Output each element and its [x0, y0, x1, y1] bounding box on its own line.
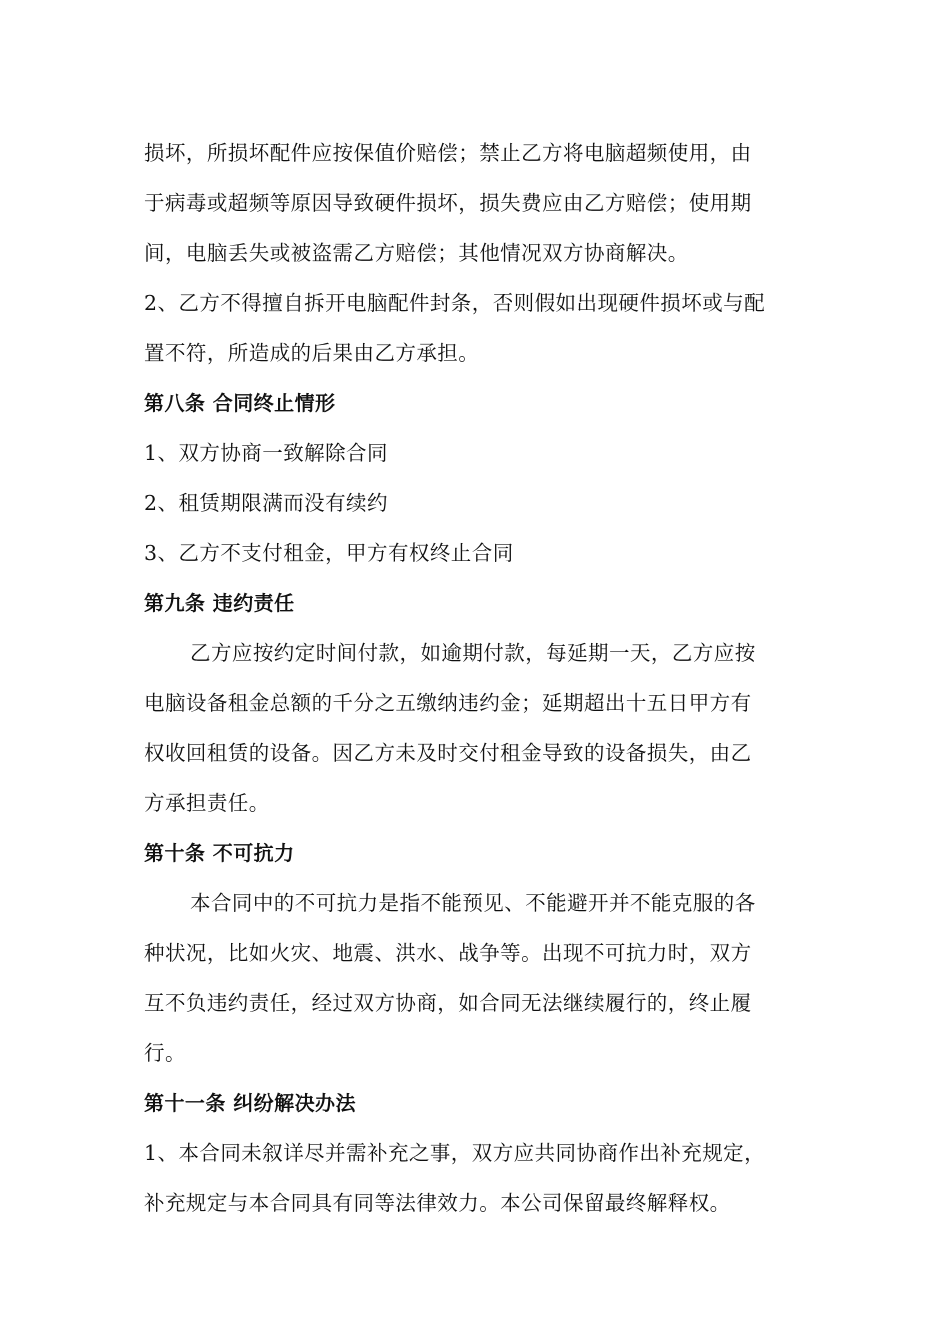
paragraph-line: 种状况，比如火灾、地震、洪水、战争等。出现不可抗力时，双方: [144, 941, 752, 965]
section-heading-article-10: 第十条 不可抗力: [144, 841, 295, 865]
paragraph-line: 行。: [144, 1041, 186, 1065]
paragraph-line: 2、乙方不得擅自拆开电脑配件封条，否则假如出现硬件损坏或与配: [144, 291, 766, 315]
list-item: 1、本合同未叙详尽并需补充之事，双方应共同协商作出补充规定，: [144, 1141, 766, 1165]
paragraph-line: 损坏，所损坏配件应按保值价赔偿；禁止乙方将电脑超频使用，由: [144, 141, 752, 165]
list-item: 2、租赁期限满而没有续约: [144, 491, 388, 515]
section-heading-article-9: 第九条 违约责任: [144, 591, 295, 615]
paragraph-line: 间，电脑丢失或被盗需乙方赔偿；其他情况双方协商解决。: [144, 241, 689, 265]
list-item: 3、乙方不支付租金，甲方有权终止合同: [144, 541, 514, 565]
paragraph-line: 权收回租赁的设备。因乙方未及时交付租金导致的设备损失，由乙: [144, 741, 752, 765]
paragraph-line: 方承担责任。: [144, 791, 270, 815]
paragraph-line: 补充规定与本合同具有同等法律效力。本公司保留最终解释权。: [144, 1191, 731, 1215]
document-body: [144, 128, 808, 1228]
paragraph-line: 本合同中的不可抗力是指不能预见、不能避开并不能克服的各: [190, 891, 756, 915]
paragraph-line: 电脑设备租金总额的千分之五缴纳违约金；延期超出十五日甲方有: [144, 691, 752, 715]
paragraph-line: 互不负违约责任，经过双方协商，如合同无法继续履行的，终止履: [144, 991, 752, 1015]
paragraph-line: 置不符，所造成的后果由乙方承担。: [144, 341, 480, 365]
paragraph-line: 于病毒或超频等原因导致硬件损坏，损失费应由乙方赔偿；使用期: [144, 191, 752, 215]
paragraph-line: 乙方应按约定时间付款，如逾期付款，每延期一天，乙方应按: [190, 641, 756, 665]
list-item: 1、双方协商一致解除合同: [144, 441, 388, 465]
section-heading-article-8: 第八条 合同终止情形: [144, 391, 336, 415]
section-heading-article-11: 第十一条 纠纷解决办法: [144, 1091, 356, 1115]
